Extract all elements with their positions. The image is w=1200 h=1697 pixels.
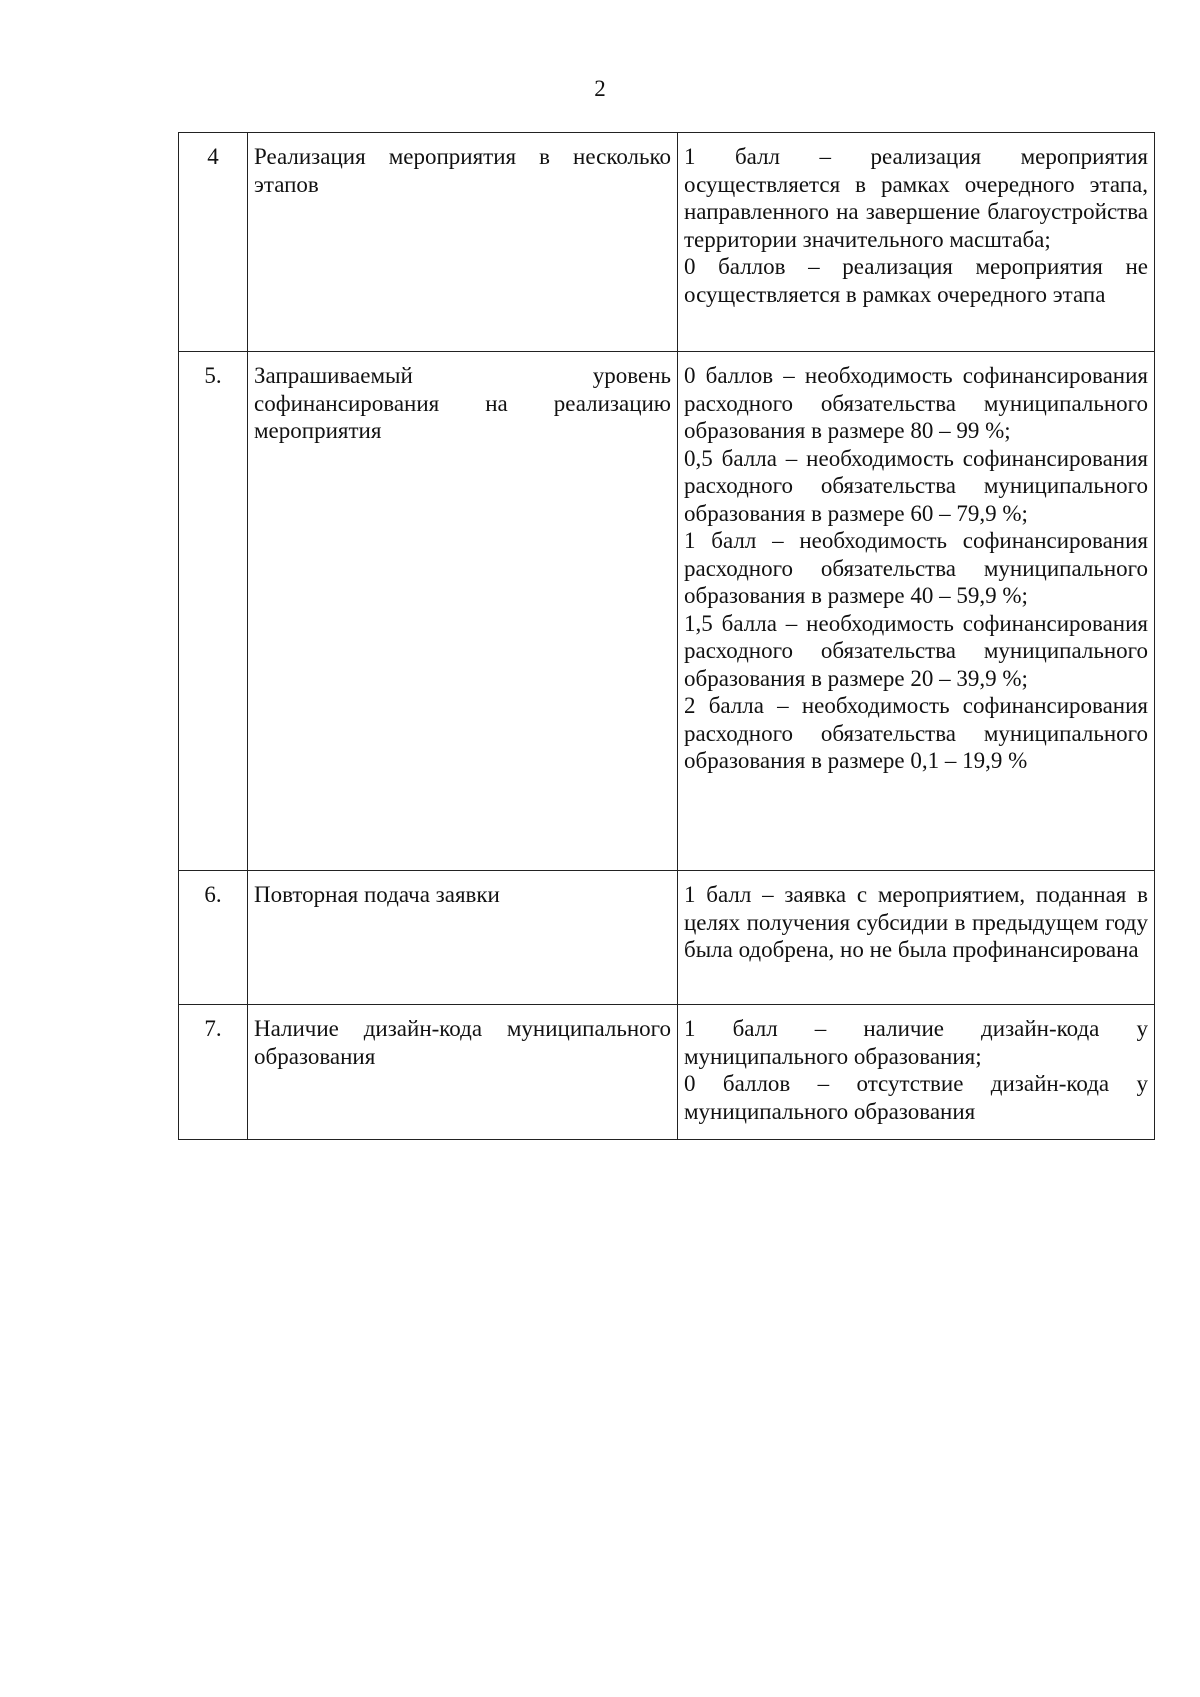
page-number: 2 <box>594 76 606 101</box>
row-number: 4 <box>179 133 248 352</box>
row-number: 7. <box>179 1005 248 1140</box>
row-number: 6. <box>179 871 248 1005</box>
score-item: 0 баллов – необходимость софинансирования расходного обязательства муниципального образования в размере 80 – 99 %; <box>684 363 1148 443</box>
row-number: 5. <box>179 352 248 871</box>
table-row <box>179 352 1155 871</box>
criterion-name: Наличие дизайн-кода муниципального образования <box>248 1005 678 1140</box>
criteria-table <box>178 132 1155 1140</box>
score-item: 1 балл – наличие дизайн-кода у муниципального образования; <box>684 1016 1148 1069</box>
table-row <box>179 1005 1155 1140</box>
score-description <box>678 133 1155 352</box>
score-item: 1,5 балла – необходимость софинансирования расходного обязательства муниципального образования в размере 20 – 39,9 %; <box>684 610 1148 691</box>
score-item: 1 балл – необходимость софинансирования расходного обязательства муниципального образования в размере 40 – 59,9 %; <box>684 528 1148 608</box>
criterion-name: Реализация мероприятия в несколько этапов <box>248 133 678 352</box>
score-item: 1 балл – реализация мероприятия осуществляется в рамках очередного этапа, направленного на завершение благоустройства территории значительного масштаба; <box>684 144 1148 252</box>
score-item: 2 балла – необходимость софинансирования расходного обязательства муниципального образования в размере 0,1 – 19,9 % <box>684 693 1148 773</box>
score-description <box>678 352 1155 871</box>
score-item: 0 баллов – реализация мероприятия не осуществляется в рамках очередного этапа <box>684 254 1148 307</box>
criterion-name: Запрашиваемый уровень софинансирования на реализацию мероприятия <box>248 352 678 871</box>
table-row <box>179 871 1155 1005</box>
score-item: 1 балл – заявка с мероприятием, поданная в целях получения субсидии в предыдущем году была одобрена, но не была профинансирована <box>684 882 1148 962</box>
score-description <box>678 1005 1155 1140</box>
score-item: 0 баллов – отсутствие дизайн-кода у муниципального образования <box>684 1071 1148 1124</box>
criterion-name: Повторная подача заявки <box>248 871 678 1005</box>
table-row <box>179 133 1155 352</box>
score-item: 0,5 балла – необходимость софинансирования расходного обязательства муниципального образования в размере 60 – 79,9 %; <box>684 445 1148 526</box>
score-description <box>678 871 1155 1005</box>
